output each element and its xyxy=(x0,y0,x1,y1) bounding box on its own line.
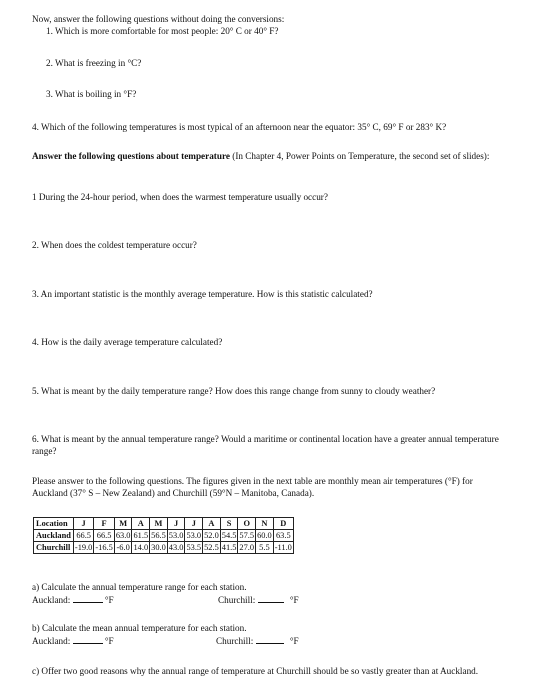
question-c: c) Offer two good reasons why the annual range of temperature at Churchill should be so vastly greater than at Auckland. xyxy=(32,666,479,676)
section-heading-bold: Answer the following questions about temperature xyxy=(32,151,230,161)
question-b-churchill xyxy=(216,635,299,648)
unit-label: °F xyxy=(289,595,299,605)
value-cell: 66.5 xyxy=(94,530,114,542)
value-cell: -6.0 xyxy=(114,542,132,554)
location-cell: Auckland xyxy=(34,530,74,542)
header-cell: A xyxy=(132,518,150,530)
section-heading xyxy=(32,151,510,163)
temperature-table xyxy=(33,517,294,554)
table-intro: Please answer to the following questions. The figures given in the next table are monthly mean air temperatures (°F) for Auckland (37° S – New Zealand) and Churchill (59°N – Manitoba, Canada). xyxy=(32,476,473,498)
header-cell: J xyxy=(73,518,93,530)
section-question-5: 5. What is meant by the daily temperature range? How does this range change from sunny to cloudy weather? xyxy=(32,386,436,396)
value-cell: 14.0 xyxy=(133,542,149,552)
question-4: 4. Which of the following temperatures is most typical of an afternoon near the equator: 35° C, 69° F or 283° K? xyxy=(32,122,447,132)
table-row xyxy=(34,542,294,554)
question-a-title: a) Calculate the annual temperature range for each station. xyxy=(32,582,247,592)
question-b-title: b) Calculate the mean annual temperature for each station. xyxy=(32,623,247,633)
location-cell: Churchill xyxy=(34,542,74,554)
value-cell: 56.5 xyxy=(151,530,166,540)
question-a-auckland xyxy=(32,594,114,607)
table-row xyxy=(34,530,294,542)
churchill-answer-blank[interactable] xyxy=(258,594,284,603)
section-question-1: 1 During the 24-hour period, when does the warmest temperature usually occur? xyxy=(32,192,328,202)
value-cell: 27.0 xyxy=(239,542,255,552)
value-cell: 63.0 xyxy=(115,530,131,540)
question-b-auckland xyxy=(32,635,114,648)
header-cell: J xyxy=(167,518,185,530)
question-2: 2. What is freezing in °C? xyxy=(46,58,142,68)
value-cell: -16.5 xyxy=(95,542,113,552)
value-cell: 52.0 xyxy=(204,530,219,540)
value-cell: 53.5 xyxy=(186,542,202,552)
unit-label: °F xyxy=(104,595,114,605)
churchill-label: Churchill: xyxy=(216,636,254,646)
header-cell: F xyxy=(94,518,114,530)
unit-label: °F xyxy=(289,636,299,646)
section-heading-rest: (In Chapter 4, Power Points on Temperature, the second set of slides): xyxy=(229,151,490,161)
auckland-label: Auckland: xyxy=(32,636,71,646)
value-cell: 57.5 xyxy=(239,530,255,540)
header-cell: Location xyxy=(34,518,74,530)
value-cell: 54.5 xyxy=(221,530,237,540)
header-cell: J xyxy=(185,518,203,530)
header-cell: S xyxy=(220,518,238,530)
question-a-churchill xyxy=(218,594,299,607)
value-cell: 63.5 xyxy=(273,530,293,542)
section-question-2: 2. When does the coldest temperature occur? xyxy=(32,240,197,250)
question-1: 1. Which is more comfortable for most people: 20° C or 40° F? xyxy=(46,26,279,36)
value-cell: 66.5 xyxy=(73,530,93,542)
auckland-answer-blank[interactable] xyxy=(73,594,103,603)
value-cell: 60.0 xyxy=(257,530,272,540)
value-cell: -11.0 xyxy=(274,542,292,552)
header-cell: D xyxy=(273,518,293,530)
churchill-answer-blank[interactable] xyxy=(256,635,284,644)
intro-text: Now, answer the following questions without doing the conversions: xyxy=(32,14,285,24)
churchill-label: Churchill: xyxy=(218,595,256,605)
table-header-row xyxy=(34,518,294,530)
value-cell: 53.0 xyxy=(186,530,202,540)
header-cell: O xyxy=(238,518,256,530)
value-cell: 61.5 xyxy=(133,530,149,540)
value-cell: 43.0 xyxy=(168,542,184,552)
section-question-6: 6. What is meant by the annual temperature range? Would a maritime or continental location have a greater annual temperature range? xyxy=(32,434,499,456)
value-cell: 41.5 xyxy=(221,542,237,552)
auckland-label: Auckland: xyxy=(32,595,71,605)
section-question-3: 3. An important statistic is the monthly average temperature. How is this statistic calculated? xyxy=(32,289,373,299)
value-cell: 52.5 xyxy=(204,542,219,552)
unit-label: °F xyxy=(104,636,114,646)
value-cell: -19.0 xyxy=(74,542,93,552)
question-3: 3. What is boiling in °F? xyxy=(46,89,137,99)
value-cell: 5.5 xyxy=(256,542,274,554)
value-cell: 30.0 xyxy=(151,542,166,552)
header-cell: A xyxy=(203,518,221,530)
value-cell: 53.0 xyxy=(168,530,184,540)
header-cell: M xyxy=(114,518,132,530)
header-cell: N xyxy=(256,518,274,530)
section-question-4: 4. How is the daily average temperature calculated? xyxy=(32,337,223,347)
header-cell: M xyxy=(150,518,168,530)
auckland-answer-blank[interactable] xyxy=(73,635,103,644)
